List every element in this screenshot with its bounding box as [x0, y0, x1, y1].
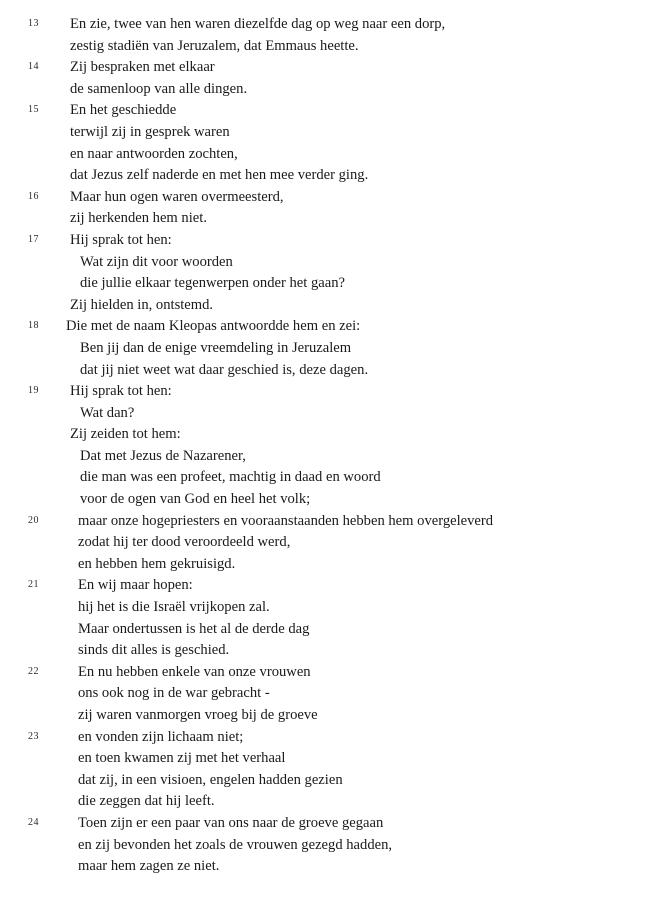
- verse-line: Zij zeiden tot hem:: [70, 426, 181, 443]
- verse-line: Maar ondertussen is het al de derde dag: [78, 620, 310, 637]
- verse-16: [28, 187, 638, 230]
- verse-line: Toen zijn er een paar van ons naar de groeve gegaan: [78, 814, 384, 831]
- verse-number: 19: [28, 385, 39, 397]
- verse-17: [28, 230, 638, 316]
- verse-line: Hij sprak tot hen:: [70, 231, 172, 248]
- verse-line: die jullie elkaar tegenwerpen onder het gaan?: [80, 275, 345, 292]
- verse-line: en naar antwoorden zochten,: [70, 145, 238, 162]
- verse-number: 20: [28, 514, 39, 526]
- verse-18: [28, 316, 638, 381]
- verse-line: Hij sprak tot hen:: [70, 383, 172, 400]
- verse-text-block: [28, 14, 638, 878]
- verse-line: Maar hun ogen waren overmeesterd,: [70, 188, 284, 205]
- verse-line: dat jij niet weet wat daar geschied is, deze dagen.: [80, 361, 369, 378]
- verse-number: 22: [28, 665, 39, 677]
- verse-14: [28, 57, 638, 100]
- verse-line: en vonden zijn lichaam niet;: [78, 728, 244, 745]
- verse-line: hij het is die Israël vrijkopen zal.: [78, 599, 270, 616]
- verse-line: En wij maar hopen:: [78, 577, 193, 594]
- verse-line: En het geschiedde: [70, 102, 177, 119]
- verse-line: zestig stadiën van Jeruzalem, dat Emmaus heette.: [70, 37, 359, 54]
- verse-line: Wat dan?: [80, 404, 135, 421]
- verse-line: ons ook nog in de war gebracht -: [78, 685, 270, 702]
- verse-line: die man was een profeet, machtig in daad en woord: [80, 469, 381, 486]
- verse-number: 24: [28, 816, 39, 828]
- verse-number: 21: [28, 579, 39, 591]
- verse-line: dat Jezus zelf naderde en met hen mee verder ging.: [70, 167, 369, 184]
- verse-number: 14: [28, 61, 39, 73]
- verse-line: en zij bevonden het zoals de vrouwen gezegd hadden,: [78, 836, 393, 853]
- verse-number: 23: [28, 730, 39, 742]
- verse-23: [28, 727, 638, 813]
- verse-line: Zij hielden in, ontstemd.: [70, 296, 214, 313]
- verse-22: [28, 662, 638, 727]
- verse-line: maar onze hogepriesters en vooraanstaanden hebben hem overgeleverd: [78, 512, 494, 529]
- verse-15: [28, 100, 638, 186]
- verse-line: Ben jij dan de enige vreemdeling in Jeruzalem: [80, 339, 352, 356]
- verse-line: zij waren vanmorgen vroeg bij de groeve: [78, 707, 318, 723]
- verse-line: Dat met Jezus de Nazarener,: [80, 447, 246, 464]
- verse-number: 15: [28, 104, 39, 116]
- verse-line: voor de ogen van God en heel het volk;: [80, 491, 311, 508]
- verse-24: [28, 813, 638, 878]
- verse-number: 16: [28, 190, 39, 202]
- verse-line: En zie, twee van hen waren diezelfde dag op weg naar een dorp,: [70, 16, 446, 32]
- verse-line: die zeggen dat hij leeft.: [78, 793, 215, 810]
- verse-line: en toen kwamen zij met het verhaal: [78, 750, 286, 767]
- verse-21: [28, 575, 638, 661]
- verse-line: Zij bespraken met elkaar: [70, 59, 215, 76]
- verse-number: 17: [28, 233, 39, 245]
- verse-number: 13: [28, 18, 39, 29]
- verse-line: zij herkenden hem niet.: [70, 210, 207, 227]
- verse-20: [28, 511, 638, 576]
- verse-line: maar hem zagen ze niet.: [78, 858, 220, 875]
- verse-line: Die met de naam Kleopas antwoordde hem en zei:: [66, 318, 361, 335]
- verse-line: Wat zijn dit voor woorden: [80, 253, 233, 270]
- verse-13: [28, 14, 638, 57]
- verse-line: dat zij, in een visioen, engelen hadden gezien: [78, 771, 343, 788]
- verse-line: en hebben hem gekruisigd.: [78, 555, 236, 572]
- verse-line: zodat hij ter dood veroordeeld werd,: [78, 534, 291, 551]
- verse-number: 18: [28, 320, 39, 332]
- verse-line: terwijl zij in gesprek waren: [70, 123, 230, 140]
- verse-line: de samenloop van alle dingen.: [70, 80, 248, 97]
- verse-line: En nu hebben enkele van onze vrouwen: [78, 663, 311, 680]
- verse-line: sinds dit alles is geschied.: [78, 642, 230, 659]
- verse-19: [28, 381, 638, 511]
